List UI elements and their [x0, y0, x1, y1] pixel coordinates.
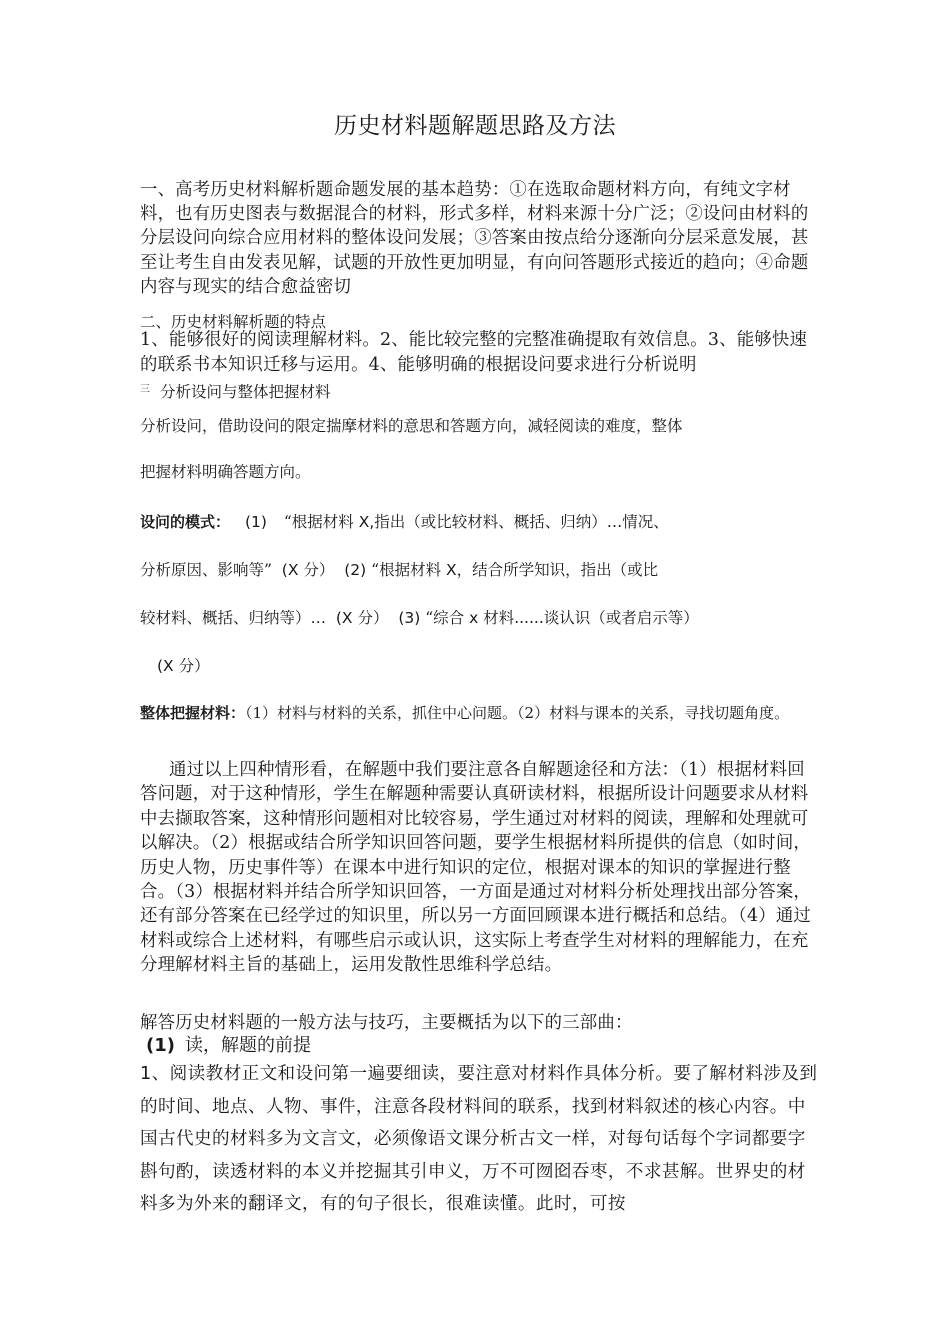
pattern-line-1: 设问的模式： (1) “根据材料 X,指出（或比较材料、概括、归纳）…情况、: [140, 513, 669, 531]
step-1-label: 读，解题的前提: [184, 1035, 311, 1056]
reading-prefix: 1、: [140, 1064, 170, 1084]
analysis-line-1: 分析设问，借助设问的限定揣摩材料的意思和答题方向，减轻阅读的难度，整体: [140, 417, 683, 435]
page-title: 历史材料题解题思路及方法: [334, 113, 616, 139]
whole-grasp-text: （1）材料与材料的关系，抓住中心问题。（2）材料与课本的关系，寻找切题角度。: [245, 704, 790, 722]
analysis-line-2: 把握材料明确答题方向。: [140, 463, 311, 481]
whole-grasp-paragraph: [140, 703, 820, 724]
reading-text: 阅读教材正文和设问第一遍要细读，要注意对材料作具体分析。要了解材料涉及到的时间、地点、人物、事件，注意各段材料间的联系，找到材料叙述的核心内容。中国古代史的材料多为文言文，必须像语文课分析古文一样，对每句话每个字词都要字斟句酌，读透材料的本义并挖掘其引申义，万不可囫囵吞枣，不求甚解。世界史的材料多为外来的翻译文，有的句子很长，很难读懂。此时，可按: [140, 1064, 818, 1214]
step-1-heading: [146, 1031, 311, 1057]
pattern-label: 设问的模式：: [140, 513, 231, 531]
method-intro: 解答历史材料题的一般方法与技巧，主要概括为以下的三部曲：: [140, 1013, 633, 1033]
step-1-number: (1): [146, 1035, 175, 1056]
section-3-heading-text: 分析设问与整体把握材料: [160, 383, 331, 401]
approach-paragraph: 通过以上四种情形看，在解题中我们要注意各自解题途径和方法：（1）根据材料回答问题，对于这种情形，学生在解题种需要认真研读材料，根据所设计问题要求从材料中去撷取答案，这种情形问题相对比较容易，学生通过对材料的阅读，理解和处理就可以解决。（2）根据或结合所学知识回答问题，要学生根据材料所提供的信息（如时间，历史人物，历史事件等）在课本中进行知识的定位，根据对课本的知识的掌握进行整合。（3）根据材料并结合所学知识回答，一方面是通过对材料分析处理找出部分答案，还有部分答案在已经学过的知识里，所以另一方面回顾课本进行概括和总结。（4）通过材料或综合上述材料，有哪些启示或认识，这实际上考查学生对材料的理解能力，在充分理解材料主旨的基础上，运用发散性思维科学总结。: [140, 760, 812, 976]
section-1-trends: 一、高考历史材料解析题命题发展的基本趋势：①在选取命题材料方向，有纯文字材料，也有历史图表与数据混合的材料，形式多样，材料来源十分广泛；②设问由材料的分层设问向综合应用材料的整体设问发展；③答案由按点给分逐渐向分层采意发展，甚至让考生自由发表见解，试题的开放性更加明显，有向问答题形式接近的趋向；④命题内容与现实的结合愈益密切: [140, 180, 809, 297]
reading-paragraph: [140, 1058, 822, 1221]
section-2-heading: 二、历史材料解析题的特点: [140, 313, 327, 331]
pattern-line-4: (X 分）: [157, 657, 210, 675]
pattern-line-3: 较材料、概括、归纳等）… (X 分） (3) “综合 x 材料......谈认识（或者启示等）: [140, 609, 699, 627]
section-3-heading: [140, 380, 331, 402]
section-3-number: 三: [140, 384, 150, 395]
section-2-text: 1、能够很好的阅读理解材料。2、能比较完整的完整准确提取有效信息。3、能够快速的联系书本知识迁移与运用。4、能够明确的根据设问要求进行分析说明: [140, 330, 808, 375]
pattern-line-2: 分析原因、影响等” (X 分） (2) “根据材料 X，结合所学知识，指出（或比: [140, 561, 659, 579]
whole-grasp-label: 整体把握材料：: [140, 704, 246, 722]
